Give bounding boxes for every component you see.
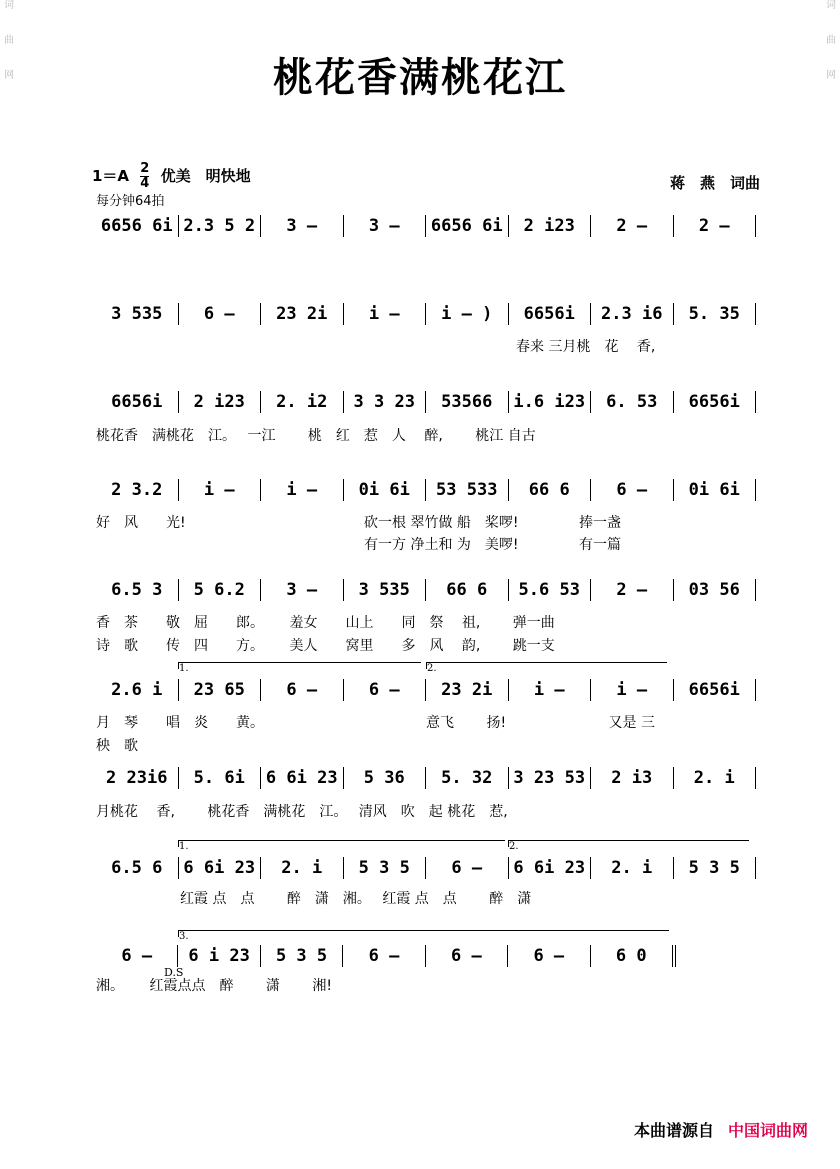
measure: i – [344,303,427,325]
measure: 5. 6i [179,767,262,789]
measure: 2 23i6 [96,767,179,789]
lyric-line: 月桃花 香, 桃花香 满桃花 江。 清风 吹 起 桃花 惹, [96,804,508,820]
measure: 3 3 23 [344,391,427,413]
measure: 2.3 5 2 [179,215,262,237]
volta-bracket [426,662,667,674]
measure: 3 535 [344,579,427,601]
measure: 66 6 [426,579,509,601]
lyric-line: 砍一根 翠竹做 船 桨啰! 捧一盏 [364,515,621,531]
measure: i – [509,679,592,701]
notation-line [96,304,756,324]
measure: 5.6 53 [509,579,592,601]
notation-line [96,768,756,788]
measure: 6 – [261,679,344,701]
measure: 6656i [509,303,592,325]
measure: 2 – [674,215,757,237]
measure: 5 3 5 [674,857,757,879]
lyric-line: 春来 三月桃 花 香, [516,339,656,355]
measure: 6 6i 23 [179,857,262,879]
measure: i – ) [426,303,509,325]
lyric-line: 意飞 扬! 又是 三 [426,715,655,731]
measure: 5 6.2 [179,579,262,601]
lyric-line: 香 茶 敬 屈 郎。 羞女 山上 同 祭 祖, 弹一曲 [96,615,555,631]
measure: 03 56 [674,579,757,601]
watermark-text: 词 [4,0,14,11]
measure: 53566 [426,391,509,413]
measure: 3 23 53 [509,767,592,789]
measure: 5. 35 [674,303,757,325]
notation-line [96,480,756,500]
measure: 6 – [508,945,590,967]
measure: 6 – [96,945,178,967]
measure: 6656i [674,679,757,701]
time-sig-numerator: 2 [140,161,150,176]
measure: i.6 i23 [509,391,592,413]
measure: 0i 6i [674,479,757,501]
measure: 2 – [591,215,674,237]
volta-label: 3. [179,931,189,942]
notation-line [96,946,676,966]
measure: 6656i [674,391,757,413]
measure: 6.5 6 [96,857,179,879]
measure: 53 533 [426,479,509,501]
tempo-bpm: 每分钟64拍 [96,194,165,209]
measure: 2.6 i [96,679,179,701]
volta-bracket [178,662,421,674]
measure: i – [179,479,262,501]
measure: 2. i [591,857,674,879]
lyric-line: 诗 歌 传 四 方。 美人 窝里 多 风 韵, 跳一支 [96,638,555,654]
source-brand[interactable]: 中国词曲网 [727,1121,808,1140]
measure: 66 6 [509,479,592,501]
notation-line [96,580,756,600]
measure: 6 i 23 [178,945,260,967]
measure: 3 – [261,215,344,237]
measure: 6656 6i [426,215,509,237]
measure: 6656i [96,391,179,413]
measure: 0i 6i [344,479,427,501]
measure: 2 – [591,579,674,601]
measure: 6656 6i [96,215,179,237]
source-credit [634,1118,808,1141]
watermark-right [824,0,838,1169]
measure: 23 2i [426,679,509,701]
measure: 5 36 [344,767,427,789]
measure: 2 i23 [179,391,262,413]
source-label: 本曲谱源自 [633,1121,714,1140]
measure: 23 2i [261,303,344,325]
measure: 6 – [179,303,262,325]
measure: 2. i [674,767,757,789]
lyric-line: 有一方 净土和 为 美啰! 有一篇 [364,537,621,553]
notation-line [96,216,756,236]
measure: 6 – [426,945,508,967]
measure: 23 65 [179,679,262,701]
measure: 2. i [261,857,344,879]
volta-bracket [508,840,749,852]
time-signature [140,162,149,191]
watermark-text: 网 [826,70,836,81]
measure: 3 – [261,579,344,601]
measure: 2 i23 [509,215,592,237]
measure: 6 6i 23 [261,767,344,789]
volta-bracket [178,930,669,942]
measure: 2 3.2 [96,479,179,501]
lyric-line: 好 风 光! [96,515,186,531]
watermark-text: 曲 [4,35,14,46]
song-title: 桃花香满桃花江 [273,54,567,101]
measure: 6 – [344,679,427,701]
volta-label: 2. [427,663,437,674]
measure: i – [591,679,674,701]
dal-segno-mark: D.S [164,966,184,979]
notation-line [96,392,756,412]
key-signature [92,162,251,191]
measure: 6 6i 23 [509,857,592,879]
lyric-line: 湘。 红霞点点 醉 潇 湘! [96,978,332,994]
tempo-marking: 优美 明快地 [160,167,251,185]
lyric-line: 秧 歌 [96,738,138,754]
watermark-left [2,0,16,1169]
notation-line [96,680,756,700]
measure: i – [261,479,344,501]
measure: 5 3 5 [261,945,343,967]
notation-line [96,858,756,878]
key-label: 1＝A [92,167,130,185]
measure: 2.3 i6 [591,303,674,325]
lyric-line: 红霞 点 点 醉 潇 湘。 红霞 点 点 醉 潇 [180,891,532,907]
measure: 6.5 3 [96,579,179,601]
measure: 5 3 5 [344,857,427,879]
lyric-line: 桃花香 满桃花 江。 一江 桃 红 惹 人 醉, 桃江 自古 [96,428,536,444]
measure: 6 – [591,479,674,501]
measure: 6 0 [591,945,676,967]
composer-credit: 蒋 燕 词曲 [670,174,761,192]
lyric-line: 月 琴 唱 炎 黄。 [96,715,264,731]
measure: 2. i2 [261,391,344,413]
measure: 6. 53 [591,391,674,413]
measure: 3 535 [96,303,179,325]
measure: 3 – [344,215,427,237]
measure: 6 – [426,857,509,879]
watermark-text: 网 [4,70,14,81]
watermark-text: 曲 [826,35,836,46]
watermark-text: 词 [826,0,836,11]
volta-label: 2. [509,841,519,852]
measure: 5. 32 [426,767,509,789]
time-sig-denominator: 4 [140,176,150,191]
measure: 6 – [343,945,425,967]
measure: 2 i3 [591,767,674,789]
volta-bracket [178,840,505,852]
volta-label: 1. [179,841,189,852]
volta-label: 1. [179,663,189,674]
